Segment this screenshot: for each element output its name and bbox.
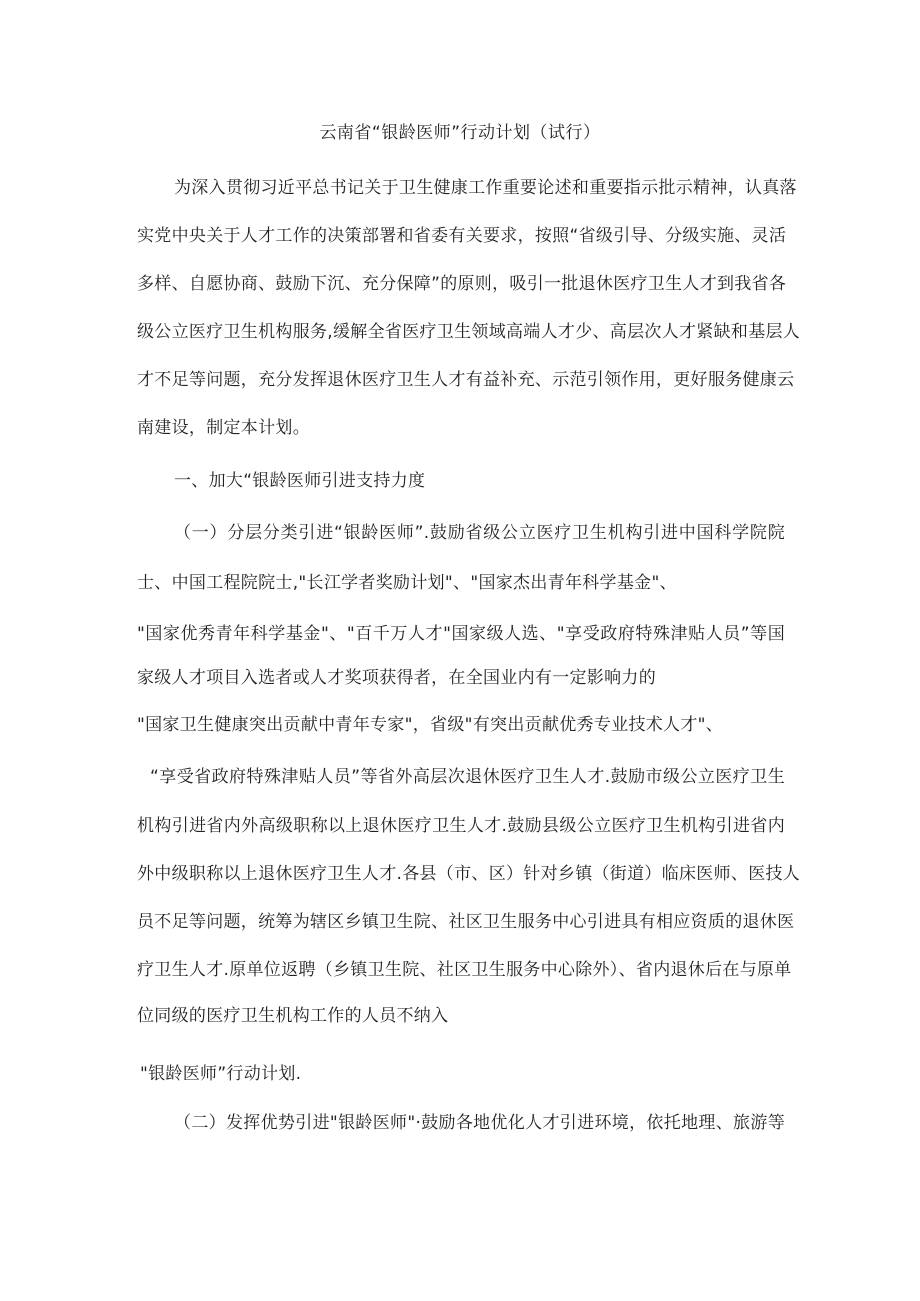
paragraph-line: 外中级职称以上退休医疗卫生人才.各县（市、区）针对乡镇（街道）临床医师、医技人 bbox=[137, 864, 801, 884]
paragraph-line: "银龄医师”行动计划. bbox=[140, 1064, 302, 1084]
section-heading: 一、加大“银龄医师引进支持力度 bbox=[174, 471, 426, 491]
paragraph-line: "国家卫生健康突出贡献中青年专家"，省级"有突出贡献优秀专业技术人才"、 bbox=[137, 715, 724, 735]
paragraph-line: 家级人才项目入选者或人才奖项获得者，在全国业内有一定影响力的 bbox=[137, 668, 656, 688]
paragraph-line: 疗卫生人才.原单位返聘（乡镇卫生院、社区卫生服务中心除外）、省内退休后在与原单 bbox=[137, 960, 792, 980]
paragraph-line: "国家优秀青年科学基金"、"百千万人才"国家级人选、"享受政府特殊津贴人员”等国 bbox=[137, 624, 785, 644]
paragraph-line: 士、中国工程院院士,"长江学者奖励计划"、"国家杰出青年科学基金"、 bbox=[137, 573, 677, 593]
paragraph-line: 级公立医疗卫生机构服务,缓解全省医疗卫生领域高端人才少、高层次人才紧缺和基层人 bbox=[137, 322, 801, 342]
paragraph-line: 机构引进省内外高级职称以上退休医疗卫生人才.鼓励县级公立医疗卫生机构引进省内 bbox=[137, 816, 785, 836]
paragraph-line: 实党中央关于人才工作的决策部署和省委有关要求，按照“省级引导、分级实施、灵活 bbox=[137, 226, 787, 246]
paragraph-line: 员不足等问题，统筹为辖区乡镇卫生院、社区卫生服务中心引进具有相应资质的退休医 bbox=[137, 912, 795, 932]
paragraph-line: （一）分层分类引进“银龄医师”.鼓励省级公立医疗卫生机构引进中国科学院院 bbox=[174, 523, 785, 543]
document-title: 云南省“银龄医师”行动计划（试行） bbox=[319, 123, 601, 143]
paragraph-line: 位同级的医疗卫生机构工作的人员不纳入 bbox=[137, 1006, 449, 1026]
paragraph-line: 为深入贯彻习近平总书记关于卫生健康工作重要论述和重要指示批示精神，认真落 bbox=[174, 178, 797, 198]
paragraph-line: “享受省政府特殊津贴人员”等省外高层次退休医疗卫生人才.鼓励市级公立医疗卫生 bbox=[150, 767, 785, 787]
paragraph-line: 南建设，制定本计划。 bbox=[137, 418, 310, 438]
paragraph-line: 多样、自愿协商、鼓励下沉、充分保障”的原则，吸引一批退休医疗卫生人才到我省各 bbox=[137, 274, 787, 294]
paragraph-line: （二）发挥优势引进"银龄医师"·鼓励各地优化人才引进环境，依托地理、旅游等 bbox=[174, 1113, 785, 1133]
paragraph-line: 才不足等问题，充分发挥退休医疗卫生人才有益补充、示范引领作用，更好服务健康云 bbox=[137, 370, 795, 390]
